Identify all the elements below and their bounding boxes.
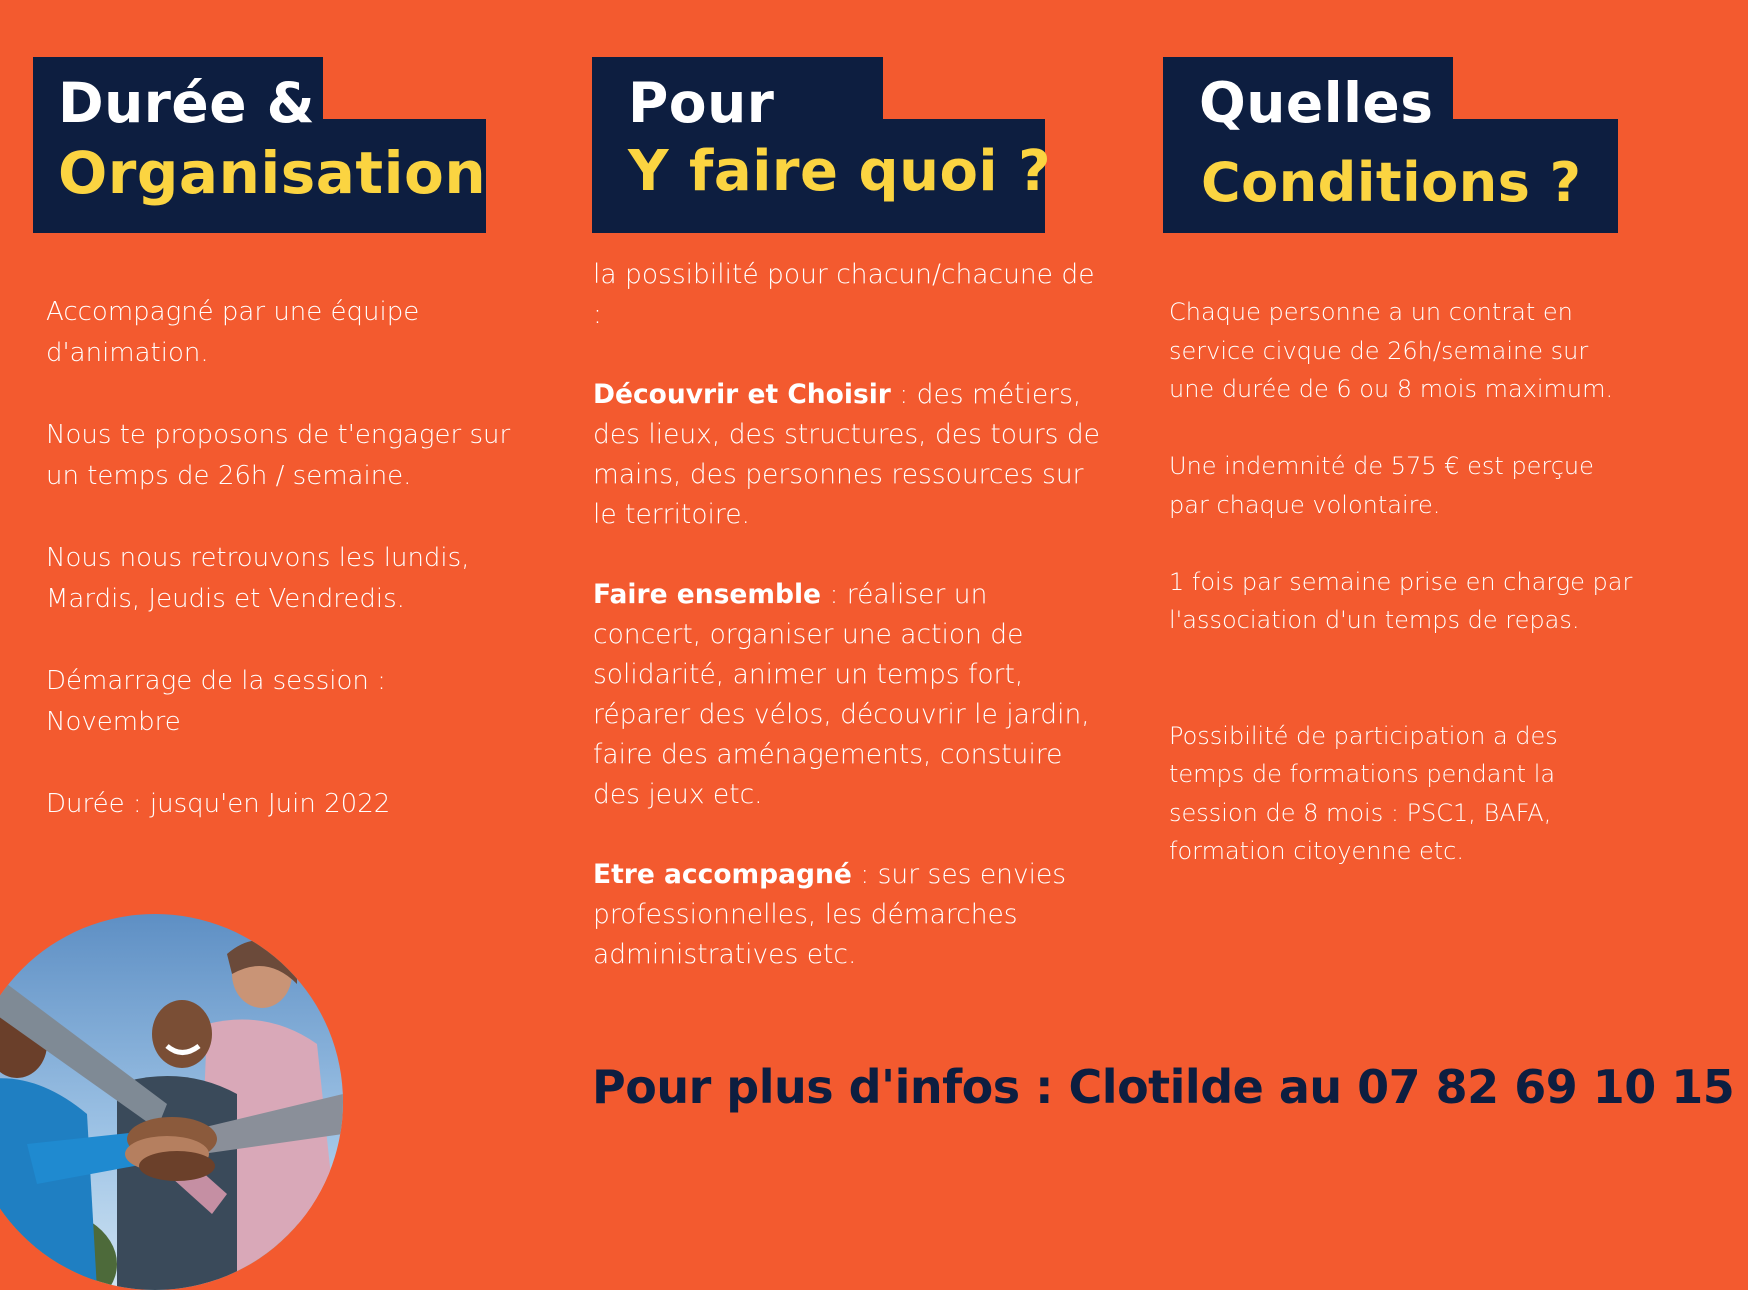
paragraph: Une indemnité de 575 € est perçue par chaque volontaire.: [1169, 452, 1594, 519]
heading-line1: Durée &: [58, 71, 316, 135]
heading-line2: Conditions ?: [1201, 151, 1582, 214]
item-text: : réaliser un concert, organiser une action de solidarité, animer un temps fort, réparer des vélos, découvrir le jardin, faire des aménagements, constuire des jeux etc.: [593, 579, 1090, 810]
column-duree-organisation: [46, 292, 516, 866]
paragraph: Durée : jusqu'en Juin 2022: [46, 789, 391, 819]
heading-line1: Pour: [628, 71, 775, 135]
intro-paragraph: la possibilité pour chacun/chacune de :: [593, 259, 1095, 330]
item-text: : sur ses envies professionnelles, les démarches administratives etc.: [593, 859, 1067, 970]
list-item: [593, 855, 1103, 975]
paragraph: 1 fois par semaine prise en charge par l'association d'un temps de repas.: [1169, 567, 1633, 634]
paragraph: Démarrage de la session : Novembre: [46, 666, 386, 737]
list-item: [593, 375, 1103, 535]
paragraph: Nous nous retrouvons les lundis, Mardis, Jeudis et Vendredis.: [46, 543, 470, 614]
heading-line2: Organisation: [58, 139, 487, 207]
paragraph: Nous te proposons de t'engager sur un temps de 26h / semaine.: [46, 420, 511, 491]
heading-line2: Y faire quoi ?: [628, 139, 1052, 204]
paragraph: Chaque personne a un contrat en service civque de 26h/semaine sur une durée de 6 ou 8 mois maximum.: [1169, 298, 1614, 403]
item-label: Faire ensemble: [593, 579, 822, 610]
item-text: : des métiers, des lieux, des structures, des tours de mains, des personnes ressources sur le territoire.: [593, 379, 1100, 530]
heading-line1: Quelles: [1199, 71, 1434, 135]
list-item: [593, 575, 1103, 815]
contact-info: Pour plus d'infos : Clotilde au 07 82 69 10 15: [592, 1060, 1735, 1114]
column-pour-y-faire-quoi: [593, 255, 1103, 1015]
paragraph: Possibilité de participation a des temps de formations pendant la session de 8 mois : PSC1, BAFA, formation citoyenne etc.: [1169, 721, 1558, 865]
team-hands-stack-photo: [0, 914, 343, 1290]
column-quelles-conditions: [1169, 293, 1639, 909]
item-label: Découvrir et Choisir: [593, 379, 891, 410]
paragraph: Accompagné par une équipe d'animation.: [46, 297, 420, 368]
item-label: Etre accompagné: [593, 859, 852, 890]
